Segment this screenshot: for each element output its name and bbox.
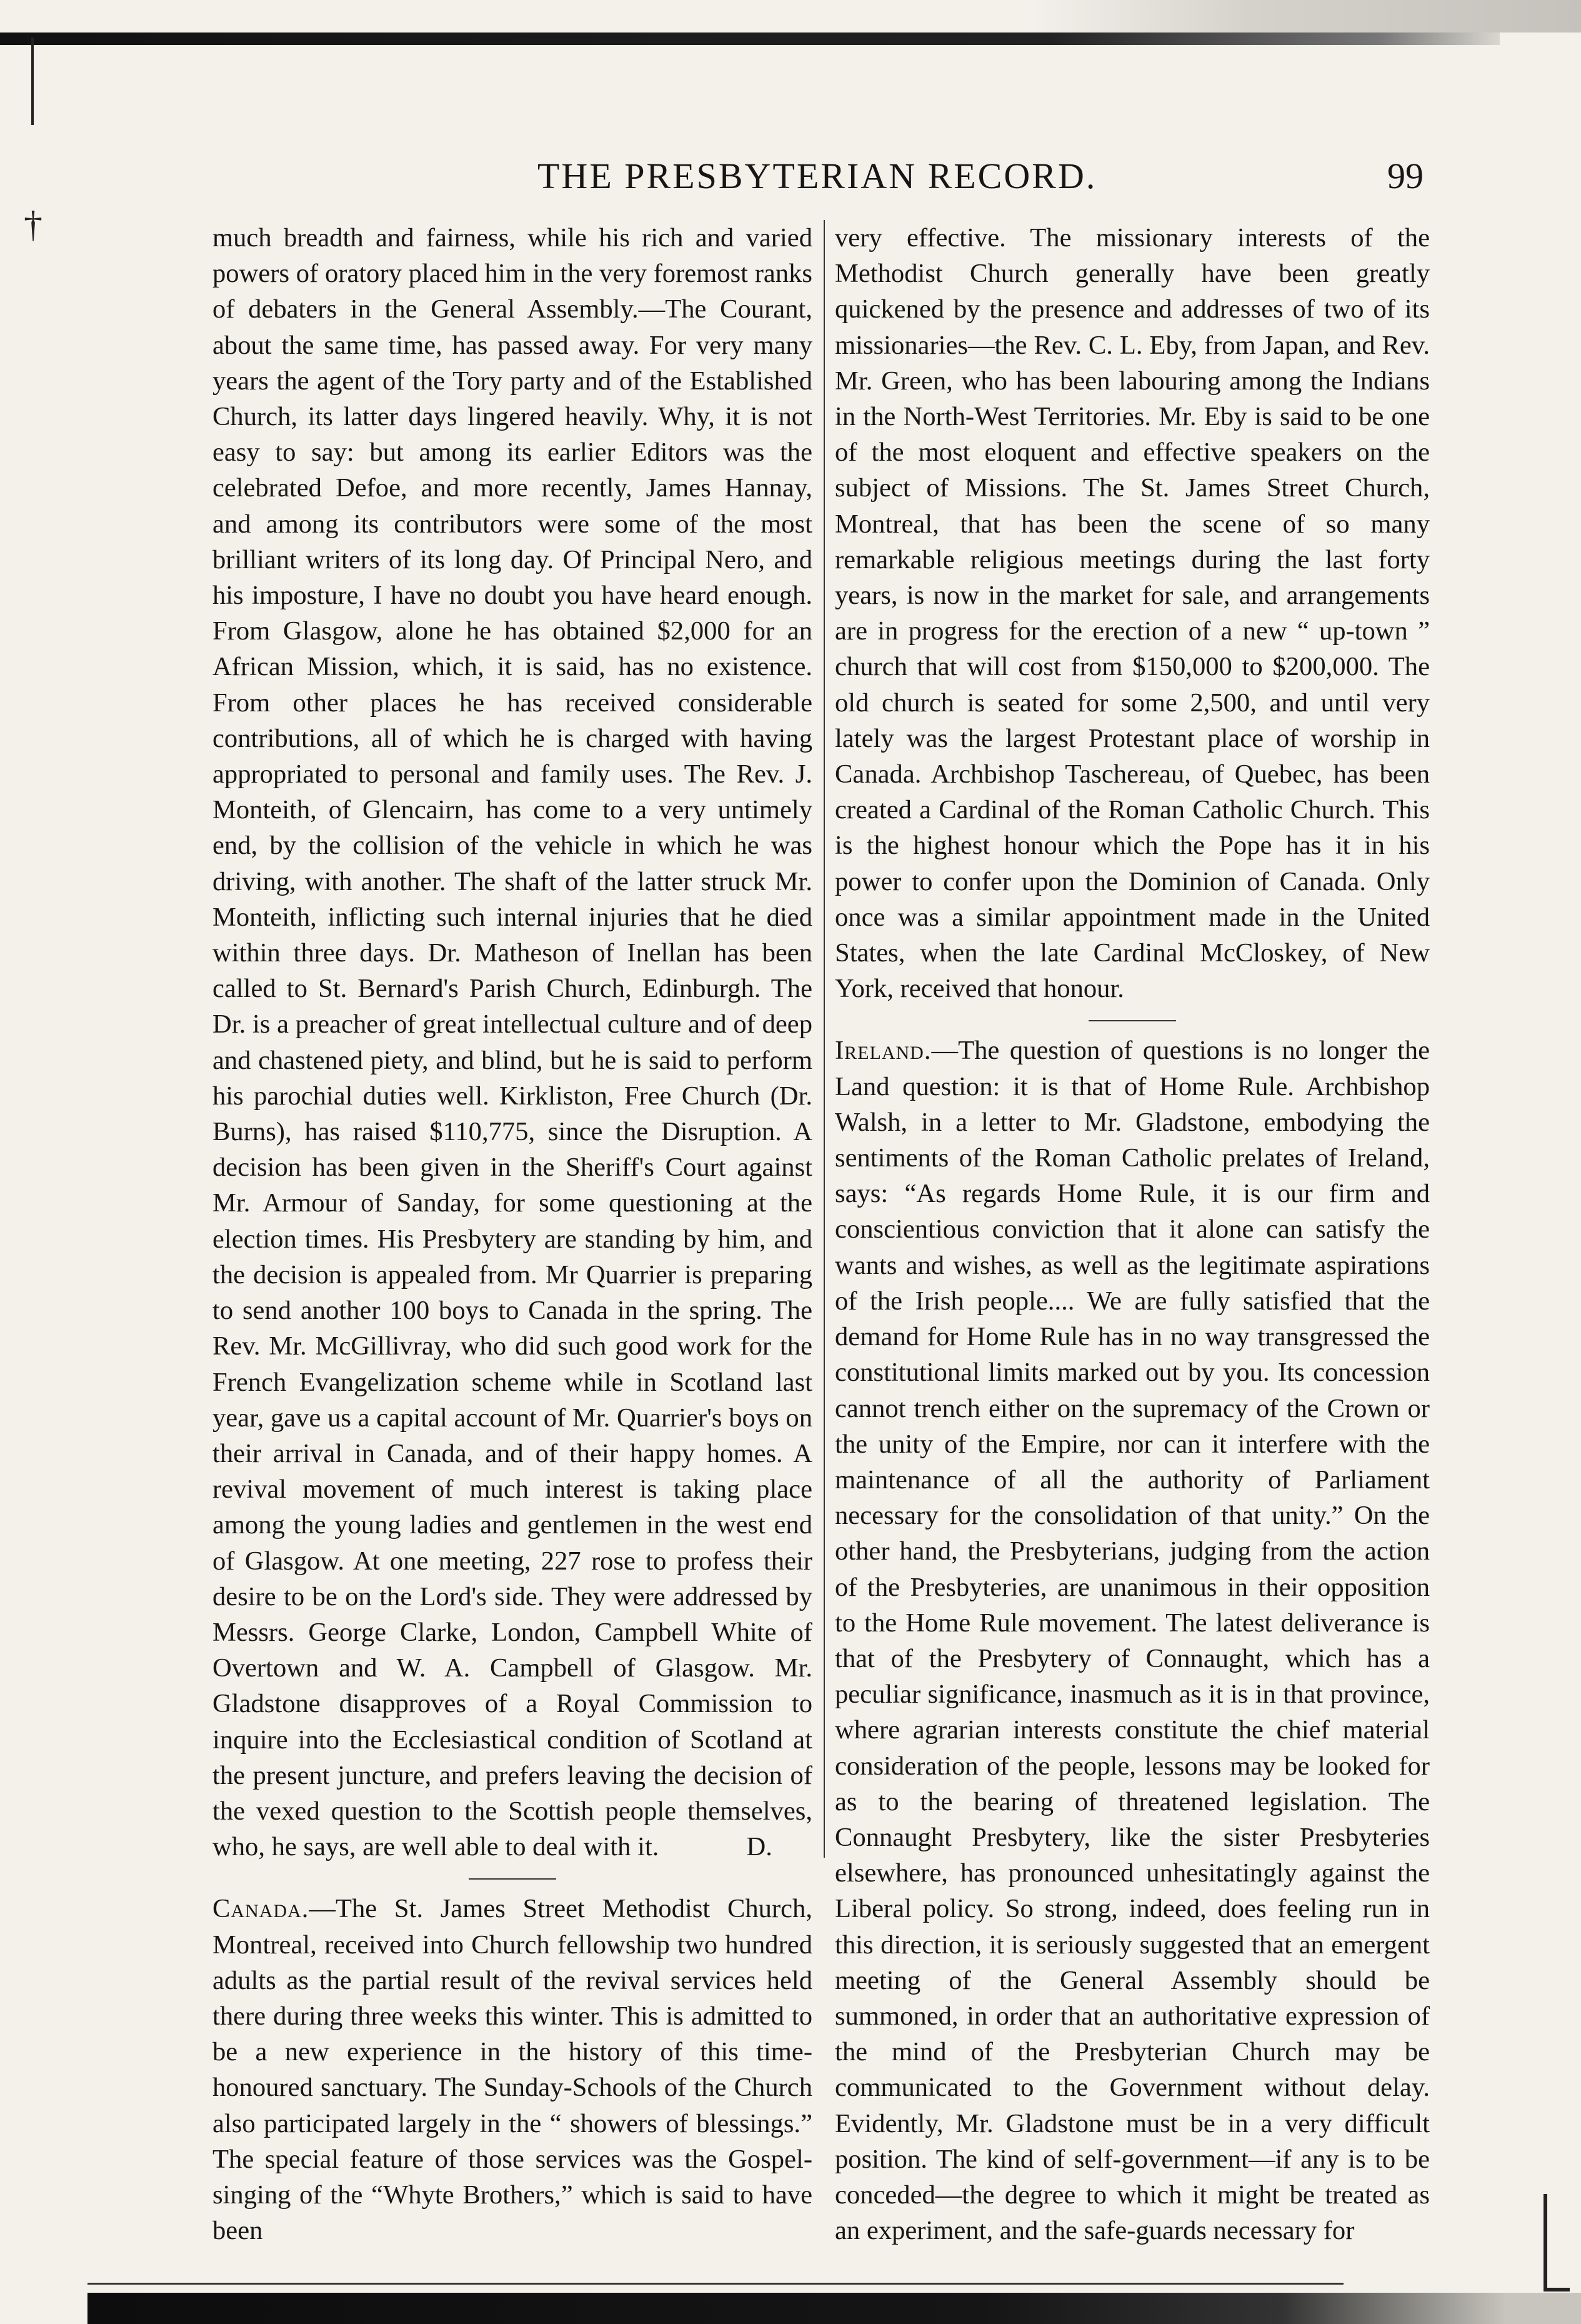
page-number: 99 bbox=[1387, 156, 1424, 196]
scan-edge-bottom bbox=[87, 2293, 1581, 2324]
ireland-heading: Ireland. bbox=[835, 1036, 932, 1066]
scotland-letter-text: much breadth and fairness, while his rich and varied powers of oratory placed him in the very foremost ranks of debaters in the General Assembly.—The Courant, about the same time, has passed away. For very many years the agent of the Tory party and of the Established Church, its latter days lingered heavily. Why, it is not easy to say: but among its earlier Editors was the celebrated Defoe, and more recently, James Hannay, and among its contributors were some of the most brilliant writers of its long day. Of Principal Nero, and his imposture, I have no doubt you have heard enough. From Glasgow, alone he has obtained $2,000 for an African Mission, which, it is said, has no existence. From other places he has received considerable contributions, all of which he is charged with having appropriated to personal and family uses. The Rev. J. Monteith, of Glencairn, has come to a very untimely end, by the collision of the vehicle in which he was driving, with another. The shaft of the latter struck Mr. Monteith, inflicting such internal injuries that he died within three days. Dr. Matheson of Inellan has been called to St. Bernard's Parish Church, Edinburgh. The Dr. is a preacher of great intellectual culture and of deep and chastened piety, and blind, but he is said to perform his parochial duties well. Kirkliston, Free Church (Dr. Burns), has raised $110,775, since the Disruption. A decision has been given in the Sheriff's Court against Mr. Armour of Sanday, for some questioning at the election times. His Presbytery are standing by him, and the decision is appealed from. Mr Quarrier is preparing to send another 100 boys to Canada in the spring. The Rev. Mr. McGillivray, who did such good work for the French Evangelization scheme while in Scotland last year, gave us a capital account of Mr. Quarrier's boys on their arrival in Canada, and of their happy homes. A revival movement of much interest is taking place among the young ladies and gentlemen in the west end of Glasgow. At one meeting, 227 rose to profess their desire to be on the Lord's side. They were addressed by Messrs. George Clarke, London, Campbell White of Overtown and W. A. Campbell of Glasgow. Mr. Gladstone disapproves of a Royal Commission to inquire into the Ecclesiastical condition of Scotland at the present juncture, and prefers leaving the decision of the vexed question to the Scottish people themselves, who, he says, are well able to deal with it. bbox=[212, 223, 812, 1862]
column-rule bbox=[824, 220, 825, 1858]
canada-heading: Canada. bbox=[212, 1894, 309, 1924]
scan-shadow-top bbox=[1031, 0, 1581, 33]
methodist-text: very effective. The missionary interests of the Methodist Church generally have been greatly quickened by the presence and addresses of two of its missionaries—the Rev. C. L. Eby, from Japan, and Rev. Mr. Green, who has been labouring among the Indians in the North-West Territories. Mr. Eby is said to be one of the most eloquent and effective speakers on the subject of Missions. The St. James Street Church, Montreal, that has been the scene of so many remarkable religious meetings during the last forty years, is now in the market for sale, and arrangements are in progress for the erection of a new “ up-town ” church that will cost from $150,000 to $200,000. The old church is seated for some 2,500, and until very lately was the largest Protestant place of worship in Canada. Archbishop Taschereau, of Quebec, has been created a Cardinal of the Roman Catholic Church. This is the highest honour which the Pope has it in his power to confer upon the Dominion of Canada. Only once was a similar appointment made in the United States, when the late Cardinal McCloskey, of New York, received that honour. bbox=[835, 223, 1430, 1004]
signature: D. bbox=[746, 1832, 772, 1862]
section-divider bbox=[1089, 1020, 1176, 1021]
canada-paragraph bbox=[212, 1891, 812, 2248]
scan-edge-top bbox=[0, 33, 1500, 45]
ireland-text: —The question of questions is no longer the Land question: it is that of Home Rule. Archbishop Walsh, in a letter to Mr. Gladstone, embodying the sentiments of the Roman Catholic prelates of Ireland, says: “As regards Home Rule, it is our firm and conscientious conviction that it alone can satisfy the wants and wishes, as well as the legitimate aspirations of the Irish people.... We are fully satisfied that the demand for Home Rule has in no way transgressed the constitutional limits marked out by you. Its concession cannot trench either on the supremacy of the Crown or the unity of the Empire, nor can it interfere with the maintenance of all the authority of Parliament necessary for the consolidation of that unity.” On the other hand, the Presbyterians, judging from the action of the Presbyteries, are unanimous in their opposition to the Home Rule movement. The latest deliverance is that of the Presbytery of Connaught, which has a peculiar significance, inasmuch as it is in that province, where agrarian interests constitute the chief material consideration of the people, lessons may be looked for as to the bearing of threatened legislation. The Connaught Presbytery, like the sister Presbyteries elsewhere, has pronounced unhesitatingly against the Liberal policy. So strong, indeed, does feeling run in this direction, it is seriously suggested that an emergent meeting of the General Assembly should be summoned, in order that an authoritative expression of the mind of the Presbyterian Church may be communicated to the Government without delay. Evidently, Mr. Gladstone must be in a very difficult position. The kind of self-government—if any is to be conceded—the degree to which it might be treated as an experiment, and the safe-guards necessary for bbox=[835, 1036, 1430, 2246]
scan-edge-left-mark bbox=[31, 38, 34, 125]
ireland-paragraph bbox=[835, 1033, 1430, 2248]
left-column bbox=[212, 220, 812, 2248]
scan-rule-bottom bbox=[87, 2283, 1344, 2285]
section-divider bbox=[469, 1878, 556, 1880]
methodist-paragraph bbox=[835, 220, 1430, 1006]
scan-edge-right-mark bbox=[1544, 2194, 1570, 2291]
margin-mark: † bbox=[24, 204, 42, 245]
canada-text: —The St. James Street Methodist Church, Montreal, received into Church fellowship two hundred adults as the partial result of the revival services held there during three weeks this winter. This is admitted to be a new experience in the history of this time-honoured sanctuary. The Sunday-Schools of the Church also participated largely in the “ showers of blessings.” The special feature of those services was the Gospel-singing of the “Whyte Brothers,” which is said to have been bbox=[212, 1894, 812, 2246]
article-paragraph bbox=[212, 220, 812, 1865]
journal-title: THE PRESBYTERIAN RECORD. bbox=[537, 156, 1097, 196]
right-column bbox=[835, 220, 1430, 2248]
running-header bbox=[537, 155, 1450, 205]
